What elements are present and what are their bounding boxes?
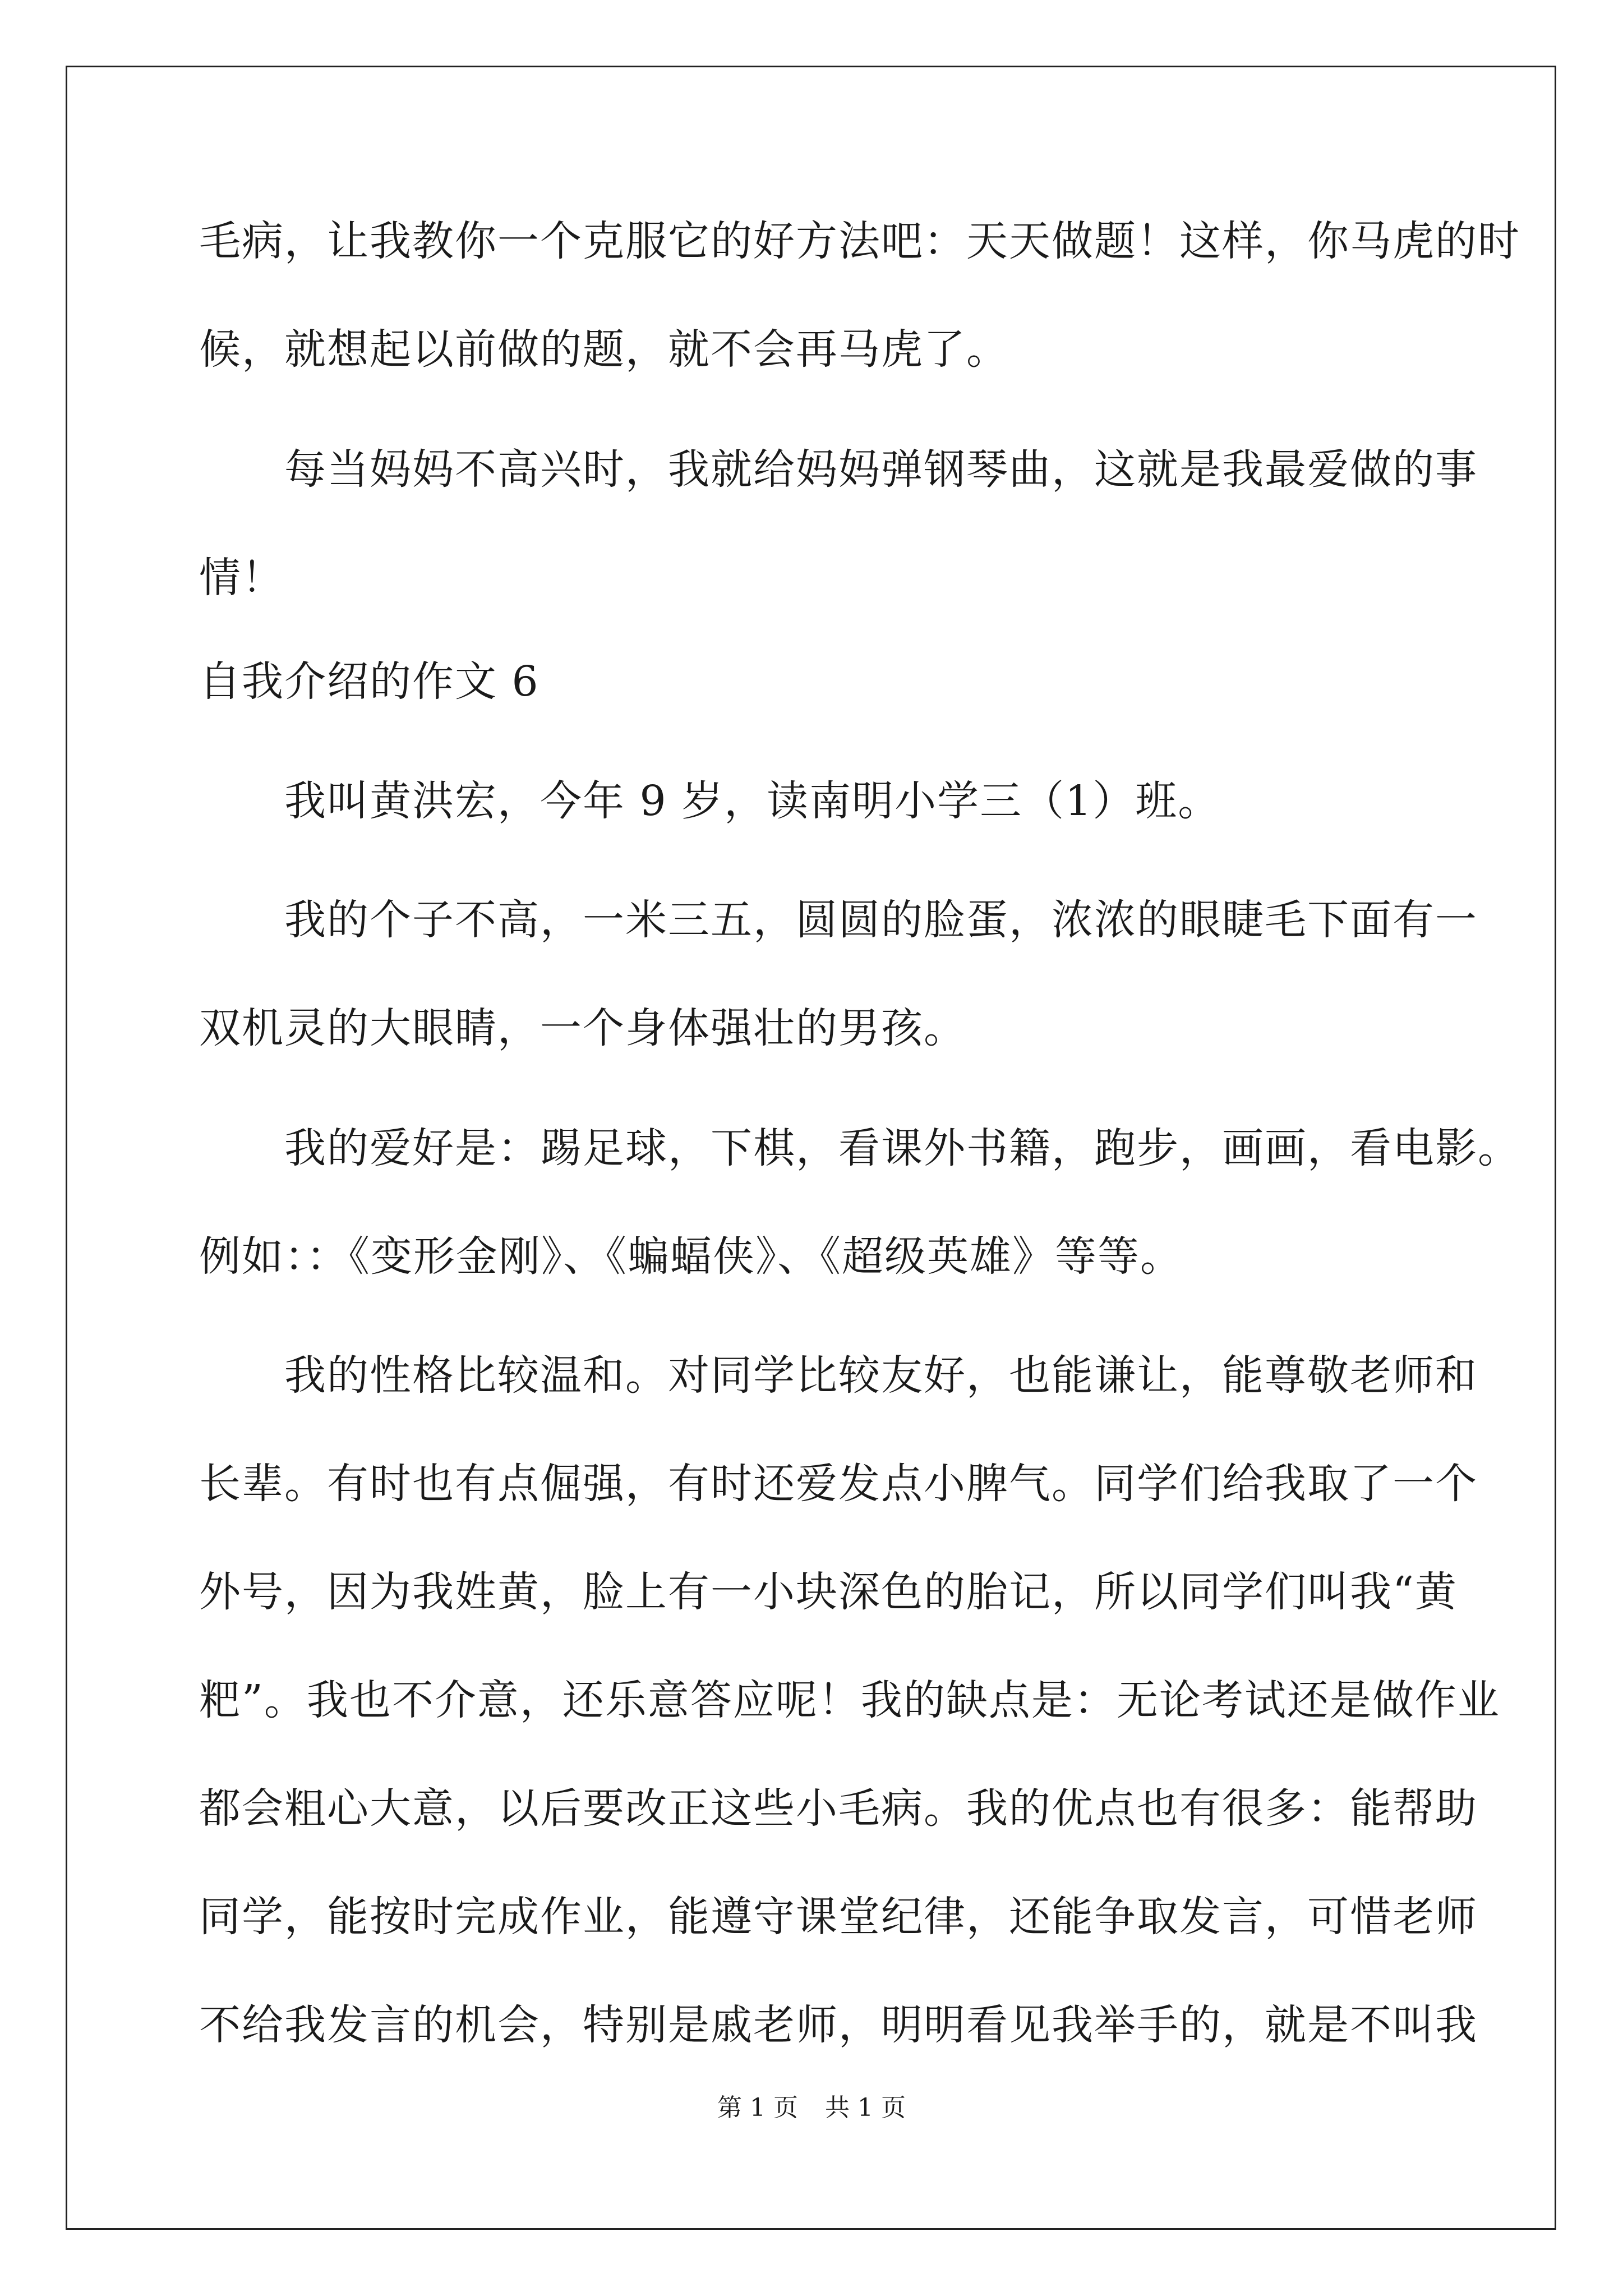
text-line-14: 粑”。我也不介意，还乐意答应呢！我的缺点是：无论考试还是做作业 xyxy=(199,1676,1500,1724)
text-line-6: 我叫黄洪宏，今年 9 岁，读南明小学三（1）班。 xyxy=(199,777,1221,825)
text-line-17: 不给我发言的机会，特别是戚老师，明明看见我举手的，就是不叫我 xyxy=(199,2001,1478,2049)
section-heading: 自我介绍的作文 6 xyxy=(199,657,540,706)
text-line-8: 双机灵的大眼睛，一个身体强壮的男孩。 xyxy=(199,1004,966,1052)
page-number-current: 第 1 页 xyxy=(717,2093,798,2122)
text-line-16: 同学，能按时完成作业，能遵守课堂纪律，还能争取发言，可惜老师 xyxy=(199,1893,1478,1941)
text-line-12: 长辈。有时也有点倔强，有时还爱发点小脾气。同学们给我取了一个 xyxy=(199,1460,1478,1508)
text-line-2: 候，就想起以前做的题，就不会再马虎了。 xyxy=(199,325,1009,374)
text-line-3: 每当妈妈不高兴时，我就给妈妈弹钢琴曲，这就是我最爱做的事 xyxy=(199,445,1478,494)
text-line-1: 毛病，让我教你一个克服它的好方法吧：天天做题！这样，你马虎的时 xyxy=(199,217,1520,265)
text-line-9: 我的爱好是：踢足球，下棋，看课外书籍，跑步，画画，看电影。 xyxy=(199,1124,1520,1172)
text-line-7: 我的个子不高，一米三五，圆圆的脸蛋，浓浓的眼睫毛下面有一 xyxy=(199,896,1478,944)
text-line-4: 情！ xyxy=(199,554,284,602)
page-footer xyxy=(0,2091,1623,2125)
text-line-11: 我的性格比较温和。对同学比较友好，也能谦让，能尊敬老师和 xyxy=(199,1351,1478,1400)
page-number-total: 共 1 页 xyxy=(825,2093,906,2122)
text-line-13: 外号，因为我姓黄，脸上有一小块深色的胎记，所以同学们叫我“黄 xyxy=(199,1568,1458,1616)
text-line-10: 例如：：《变形金刚》、《蝙蝠侠》、《超级英雄》等等。 xyxy=(199,1232,1183,1281)
text-line-15: 都会粗心大意，以后要改正这些小毛病。我的优点也有很多：能帮助 xyxy=(199,1784,1478,1833)
